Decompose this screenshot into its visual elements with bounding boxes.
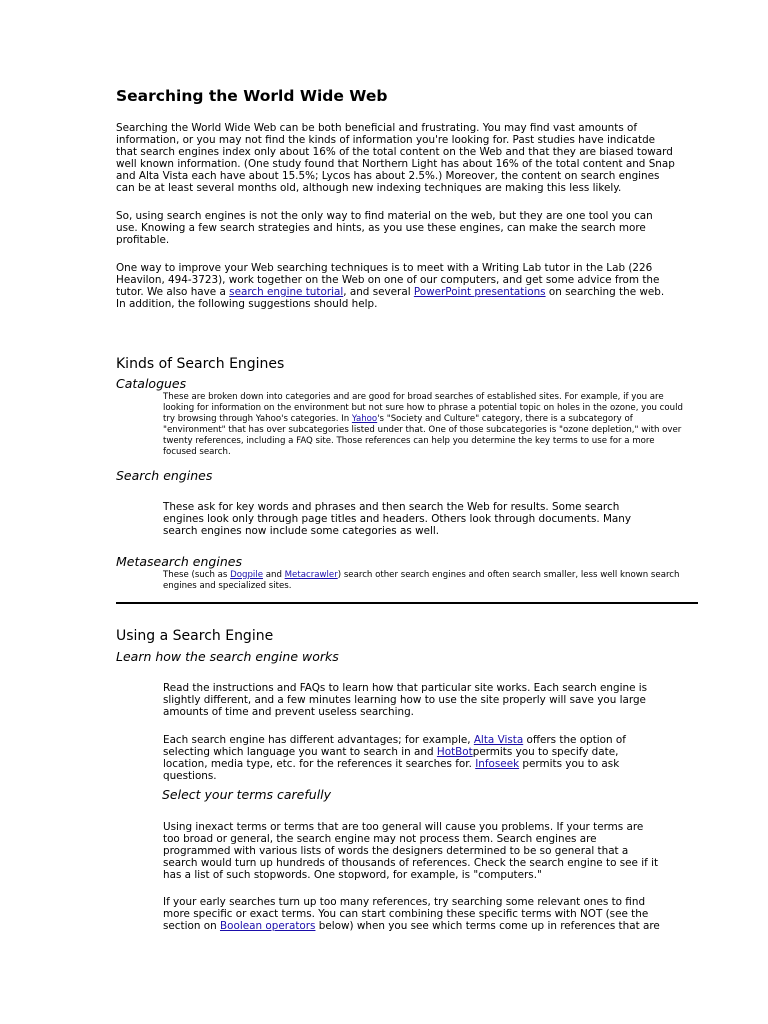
learn-paragraph-2: Each search engine has different advantages; for example, Alta Vista offers the option of selecting which language you want to search in and HotBotpermits you to specify date, location, media type, etc. for the references it searches for. Infoseek permits you to ask questions.	[163, 734, 626, 782]
metasearch-text: These (such as Dogpile and Metacrawler) search other search engines and often search smaller, less well known search engines and specialized sites.	[163, 570, 680, 591]
kinds-heading: Kinds of Search Engines	[116, 356, 285, 372]
select-paragraph-1: Using inexact terms or terms that are too general will cause you problems. If your terms are too broad or general, the search engine may not process them. Search engines are programmed with various lists of words the designers determined to be so general that a search would turn up hundreds of thousands of references. Check the search engine to see if it has a list of such stopwords. One stopword, for example, is "computers."	[163, 821, 659, 881]
hotbot-link[interactable]: HotBot	[436, 746, 473, 758]
infoseek-link[interactable]: Infoseek	[475, 758, 520, 770]
select-paragraph-2: If your early searches turn up too many references, try searching some relevant ones to find more specific or exact terms. You can start combining these specific terms with NOT (see the section on Boolean operators below) when you see which terms come up in references that are	[163, 896, 660, 932]
using-heading: Using a Search Engine	[116, 628, 274, 644]
page-title: Searching the World Wide Web	[116, 87, 388, 105]
intro-paragraph-2: So, using search engines is not the only way to find material on the web, but they are one tool you can use. Knowing a few search strategies and hints, as you use these engines, can make the search more profitable.	[116, 210, 653, 246]
dogpile-link[interactable]: Dogpile	[230, 570, 263, 580]
select-terms-heading: Select your terms carefully	[162, 787, 332, 802]
intro-paragraph-3: One way to improve your Web searching techniques is to meet with a Writing Lab tutor in the Lab (226 Heavilon, 494-3723), work together on the Web on one of our computers, and get some advice from the tutor. We also have a search engine tutorial, and several PowerPoint presentations on searching the web. In addition, the following suggestions should help.	[116, 262, 665, 310]
search-engines-text: These ask for key words and phrases and then search the Web for results. Some search engines look only through page titles and headers. Others look through documents. Many search engines now include some categories as well.	[163, 501, 632, 537]
search-engine-tutorial-link[interactable]: search engine tutorial	[229, 286, 344, 298]
metasearch-heading: Metasearch engines	[116, 554, 242, 569]
search-engines-heading: Search engines	[116, 468, 213, 483]
intro-paragraph-1: Searching the World Wide Web can be both beneficial and frustrating. You may find vast amounts of information, or you may not find the kinds of information you're looking for. Past studies have indicatde that search engines index only about 16% of the total content on the Web and that they are biased toward well known information. (One study found that Northern Light has about 16% of the total content and Snap and Alta Vista each have about 15.5%; Lycos has about 2.5%.) Moreover, the content on search engines can be at least several months old, although new indexing techniques are making this less likely.	[116, 122, 675, 194]
alta-vista-link[interactable]: Alta Vista	[473, 734, 524, 746]
yahoo-link[interactable]: Yahoo	[351, 414, 378, 424]
catalogues-text: These are broken down into categories and are good for broad searches of established sites. For example, if you are looking for information on the environment but not sure how to phrase a potential topic on holes in the ozone, you could try browsing through Yahoo's categories. In Yahoo's "Society and Culture" category, there is a subcategory of "environment" that has over subcategories listed under that. One of those subcategories is "ozone depletion," with over twenty references, including a FAQ site. Those references can help you determine the key terms to use for a more focused search.	[163, 392, 683, 457]
learn-paragraph-1: Read the instructions and FAQs to learn how that particular site works. Each search engine is slightly different, and a few minutes learning how to use the site properly will save you large amounts of time and prevent useless searching.	[163, 682, 648, 718]
catalogues-heading: Catalogues	[116, 376, 187, 391]
section-divider	[116, 602, 698, 604]
learn-heading: Learn how the search engine works	[116, 649, 339, 664]
powerpoint-presentations-link[interactable]: PowerPoint presentations	[413, 286, 546, 298]
metacrawler-link[interactable]: Metacrawler	[284, 570, 338, 580]
boolean-operators-link[interactable]: Boolean operators	[219, 920, 316, 932]
